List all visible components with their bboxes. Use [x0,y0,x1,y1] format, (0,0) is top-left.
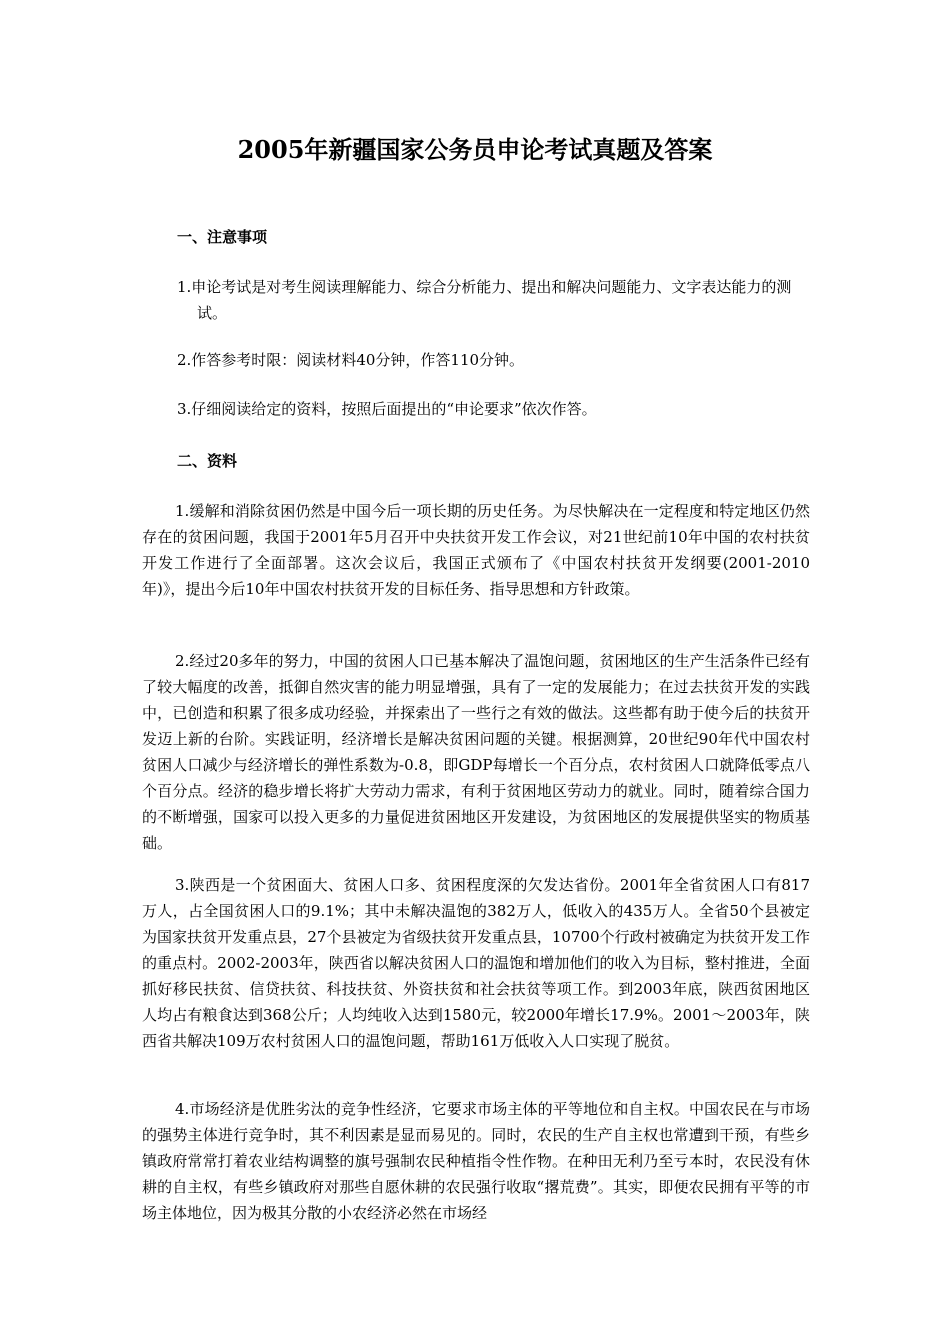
material-paragraph-4: 4.市场经济是优胜劣汰的竞争性经济，它要求市场主体的平等地位和自主权。中国农民在与市场的强势主体进行竞争时，其不利因素是显而易见的。同时，农民的生产自主权也常遭到干预，有些乡镇政府常常打着农业结构调整的旗号强制农民种植指令性作物。在种田无利乃至亏本时，农民没有休耕的自主权，有些乡镇政府对那些自愿休耕的农民强行收取“撂荒费”。其实，即便农民拥有平等的市场主体地位，因为极其分散的小农经济必然在市场经 [142,1100,810,1222]
note-item-1: 1.申论考试是对考生阅读理解能力、综合分析能力、提出和解决问题能力、文字表达能力的测试。 [177,278,792,322]
material-paragraph-3: 3.陕西是一个贫困面大、贫困人口多、贫困程度深的欠发达省份。2001年全省贫困人口有817万人，占全国贫困人口的9.1%；其中未解决温饱的382万人，低收入的435万人。全省50个县被定为国家扶贫开发重点县，27个县被定为省级扶贫开发重点县，10700个行政村被确定为扶贫开发工作的重点村。2002-2003年，陕西省以解决贫困人口的温饱和增加他们的收入为目标，整村推进，全面抓好移民扶贫、信贷扶贫、科技扶贫、外资扶贫和社会扶贫等项工作。到2003年底，陕西贫困地区人均占有粮食达到368公斤；人均纯收入达到1580元，较2000年增长17.9%。2001～2003年，陕西省共解决109万农村贫困人口的温饱问题，帮助161万低收入人口实现了脱贫。 [142,876,810,1050]
material-paragraph-2: 2.经过20多年的努力，中国的贫困人口已基本解决了温饱问题，贫困地区的生产生活条件已经有了较大幅度的改善，抵御自然灾害的能力明显增强，具有了一定的发展能力；在过去扶贫开发的实践中，已创造和积累了很多成功经验，并探索出了一些行之有效的做法。这些都有助于使今后的扶贫开发迈上新的台阶。实践证明，经济增长是解决贫困问题的关键。根据测算，20世纪90年代中国农村贫困人口减少与经济增长的弹性系数为-0.8，即GDP每增长一个百分点，农村贫困人口就降低零点八个百分点。经济的稳步增长将扩大劳动力需求，有利于贫困地区劳动力的就业。同时，随着综合国力的不断增强，国家可以投入更多的力量促进贫困地区开发建设，为贫困地区的发展提供坚实的物质基础。 [142,652,810,852]
document-title: 2005年新疆国家公务员申论考试真题及答案 [237,135,713,164]
note-item-3: 3.仔细阅读给定的资料，按照后面提出的“申论要求”依次作答。 [177,400,597,418]
section-heading-notes: 一、注意事项 [177,228,268,246]
section-heading-materials: 二、资料 [177,452,238,470]
material-paragraph-1: 1.缓解和消除贫困仍然是中国今后一项长期的历史任务。为尽快解决在一定程度和特定地区仍然存在的贫困问题，我国于2001年5月召开中央扶贫开发工作会议，对21世纪前10年中国的农村扶贫开发工作进行了全面部署。这次会议后，我国正式颁布了《中国农村扶贫开发纲要(2001-2010年)》，提出今后10年中国农村扶贫开发的目标任务、指导思想和方针政策。 [142,502,810,598]
note-item-2: 2.作答参考时限：阅读材料40分钟，作答110分钟。 [177,351,525,369]
